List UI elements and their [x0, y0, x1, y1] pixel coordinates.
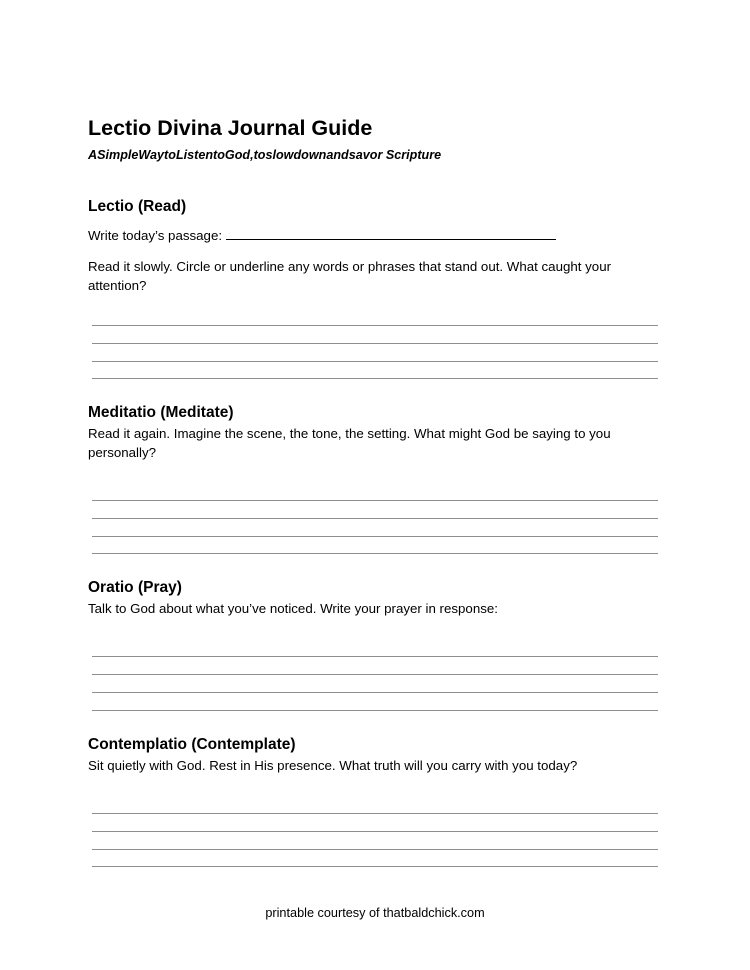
page-subtitle: ASimpleWaytoListentoGod,toslowdownandsavor Scripture [88, 148, 442, 162]
section-prompt-contemplatio: Sit quietly with God. Rest in His presence. What truth will you carry with you today? [88, 758, 578, 773]
writing-line[interactable] [92, 831, 658, 832]
writing-line[interactable] [92, 656, 658, 657]
writing-line[interactable] [92, 500, 658, 501]
writing-line[interactable] [92, 692, 658, 693]
footer-credit: printable courtesy of thatbaldchick.com [265, 906, 485, 920]
writing-line[interactable] [92, 361, 658, 362]
page-title: Lectio Divina Journal Guide [88, 116, 373, 140]
section-heading-lectio: Lectio (Read) [88, 198, 187, 215]
writing-line[interactable] [92, 553, 658, 554]
passage-label: Write today’s passage: [88, 228, 223, 243]
writing-line[interactable] [92, 674, 658, 675]
section-prompt-oratio: Talk to God about what you’ve noticed. Write your prayer in response: [88, 601, 498, 616]
passage-field[interactable] [88, 226, 648, 245]
writing-line[interactable] [92, 518, 658, 519]
writing-line[interactable] [92, 849, 658, 850]
writing-line[interactable] [92, 813, 658, 814]
writing-line[interactable] [92, 866, 658, 867]
passage-write-line[interactable] [226, 239, 556, 240]
section-heading-oratio: Oratio (Pray) [88, 579, 182, 596]
section-heading-contemplatio: Contemplatio (Contemplate) [88, 736, 296, 753]
writing-line[interactable] [92, 325, 658, 326]
section-prompt-meditatio: Read it again. Imagine the scene, the tone, the setting. What might God be saying to you personally? [88, 426, 611, 460]
writing-line[interactable] [92, 378, 658, 379]
section-prompt-lectio: Read it slowly. Circle or underline any words or phrases that stand out. What caught your attention? [88, 259, 612, 293]
writing-line[interactable] [92, 343, 658, 344]
writing-line[interactable] [92, 536, 658, 537]
section-heading-meditatio: Meditatio (Meditate) [88, 404, 234, 421]
writing-line[interactable] [92, 710, 658, 711]
